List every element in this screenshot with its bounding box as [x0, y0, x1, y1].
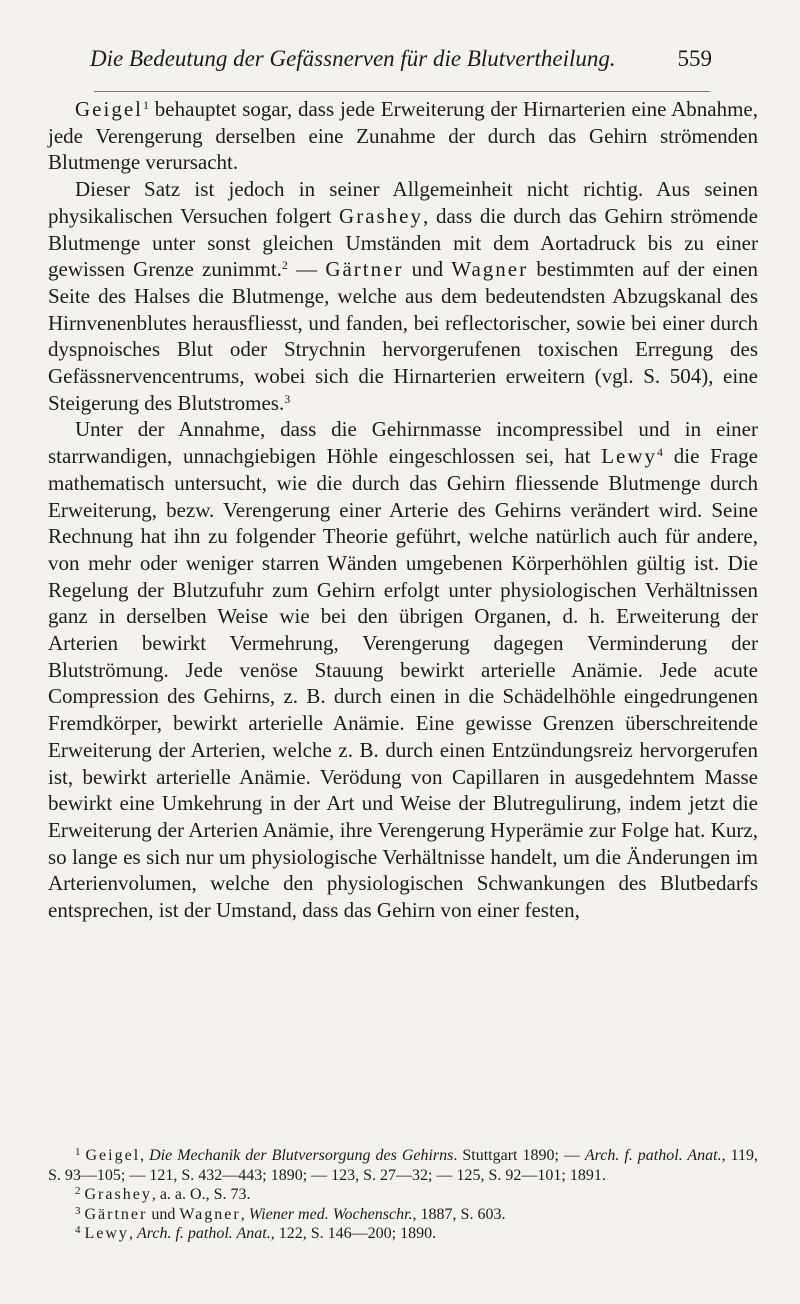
text-run: bestimmten auf der einen Seite des Halses die Blutmenge, welche aus dem bedeutendsten Abzugskanal des Hirnvenenblutes herausfliesst, und fanden, bei reflectorischer, sowie bei einer durch dyspnoisches Blut oder Strychnin hervorgerufenen toxischen Erregung des Gefässnervencentrums, wobei sich die Hirnarterien erweitern (vgl. S. 504), eine Steigerung des Blutstromes.: [48, 257, 758, 415]
publication-title: Arch. f. pathol. Anat.: [136, 1225, 271, 1243]
body-text: [48, 96, 758, 924]
text-run: die Frage mathematisch untersucht, wie die durch das Gehirn fliessende Blutmenge durch Erweiterung, bezw. Verengerung einer Arterie des Gehirns verändert wird. Seine Rechnung hat ihn zu folgender Theorie geführt, welche natürlich auch für andere, von mehr oder weniger starren Wänden umgebenen Körperhöhlen gültig ist. Die Regelung der Blutzufuhr zum Gehirn erfolgt unter physiologischen Verhältnissen ganz in derselben Weise wie bei den übrigen Organen, d. h. Erweiterung der Arterien bewirkt Vermehrung, Verengerung dagegen Verminderung der Blutströmung. Jede venöse Stauung bewirkt arterielle Anämie. Jede acute Compression des Gehirns, z. B. durch einen in die Schädelhöhle eingedrungenen Fremdkörper, bewirkt arterielle Anämie. Eine gewisse Grenzen überschreitende Erweiterung der Arterien, welche z. B. durch einen Entzündungsreiz hervorgerufen ist, bewirkt arterielle Anämie. Verödung von Capillaren in ausgedehntem Masse bewirkt eine Umkehrung in der Art und Weise der Blutregulirung, indem jetzt die Erweiterung der Arterien Anämie, ihre Verengerung Hyperämie zur Folge hat. Kurz, so lange es sich nur um physiologische Verhältnisse handelt, um die Änderungen im Arterienvolumen, welche den physiologischen Schwankungen des Blutbedarfs entsprechen, ist der Umstand, dass das Gehirn von einer festen,: [48, 444, 758, 923]
footnote-number: 4: [75, 1224, 81, 1237]
text-run: —: [287, 257, 326, 282]
footnote: [48, 1224, 758, 1244]
paragraph: [48, 176, 758, 416]
author-name: Gärtner: [84, 1205, 148, 1223]
text-run: . Stuttgart 1890; —: [453, 1147, 585, 1164]
publication-title: Arch. f. pathol. Anat.: [584, 1147, 722, 1164]
text-run: , 119, S. 93—105; — 121, S. 432—443; 1890; — 123, S. 27—32; — 125, S. 92—101; 1891.: [48, 1147, 759, 1184]
text-run: ,: [240, 1205, 249, 1223]
publication-title: Die Mechanik der Blutversorgung des Gehirns: [149, 1147, 454, 1164]
header-rule: [94, 91, 710, 92]
text-run: , dass die durch das Gehirn strömende Blutmenge unter sonst gleichen Umständen mit dem Aortadruck bis zu einer gewissen Grenze zunimmt.: [48, 203, 758, 282]
footnote: [48, 1146, 758, 1185]
author-name: Wagner: [451, 257, 529, 282]
author-name: Geigel: [85, 1147, 141, 1164]
author-name: Gärtner: [325, 257, 404, 282]
paragraph: [48, 416, 758, 923]
footnote-ref: 4: [657, 445, 664, 460]
text-run: , a. a. O., S. 73.: [151, 1186, 251, 1204]
footnote-number: 1: [75, 1146, 81, 1158]
running-header: [90, 45, 712, 73]
text-run: , 122, S. 146—200; 1890.: [270, 1225, 437, 1243]
text-run: behauptet sogar, dass jede Erweiterung der Hirnarterien eine Abnahme, jede Verengerung derselben eine Zunahme der durch das Gehirn strömenden Blutmenge verursacht.: [48, 97, 758, 175]
text-run: Unter der Annahme, dass die Gehirnmasse incompressibel und in einer starrwandigen, unnachgiebigen Höhle eingeschlossen sei, hat: [48, 417, 758, 469]
author-name: Grashey: [84, 1186, 152, 1204]
text-run: ,: [128, 1225, 137, 1243]
author-name: Lewy: [84, 1225, 129, 1243]
author-name: Grashey: [339, 203, 424, 228]
text-run: , 1887, S. 603.: [412, 1205, 506, 1223]
footnote: [48, 1205, 758, 1225]
running-title: Die Bedeutung der Gefässnerven für die Blutvertheilung.: [90, 46, 616, 71]
page-number: 559: [677, 46, 712, 71]
paragraph: [48, 96, 758, 176]
footnote-number: 2: [75, 1185, 81, 1198]
footnote-ref: 3: [284, 391, 291, 406]
footnotes: [48, 1146, 758, 1244]
author-name: Geigel: [75, 97, 143, 121]
publication-title: Wiener med. Wochenschr.: [248, 1205, 413, 1223]
text-run: und: [403, 257, 452, 282]
text-run: und: [147, 1205, 180, 1223]
author-name: Wagner: [179, 1205, 241, 1223]
text-run: ,: [140, 1147, 150, 1164]
footnote: [48, 1185, 758, 1205]
text-run: Dieser Satz ist jedoch in seiner Allgemeinheit nicht richtig. Aus seinen physikalischen Versuchen folgert: [48, 177, 758, 228]
footnote-ref: 1: [142, 98, 149, 112]
author-name: Lewy: [601, 444, 658, 469]
footnote-number: 3: [75, 1204, 81, 1217]
footnote-ref: 2: [281, 258, 288, 273]
